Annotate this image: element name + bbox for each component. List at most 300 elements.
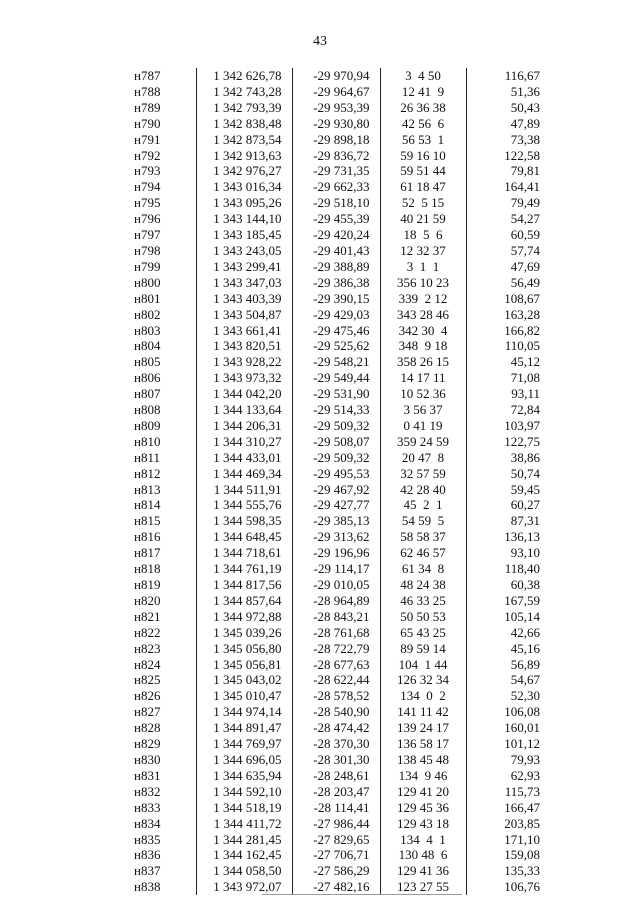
x-coordinate-cell: 1 342 626,78 [196, 68, 292, 84]
direction-angle-cell [380, 736, 466, 752]
point-id-cell: н802 [128, 307, 196, 323]
y-coordinate-cell: -28 540,90 [292, 704, 380, 720]
distance-cell: 164,41 [504, 179, 540, 195]
y-coordinate-cell: -29 313,62 [292, 529, 380, 545]
point-id-cell: н821 [128, 609, 196, 625]
x-coordinate-cell: 1 343 403,39 [196, 291, 292, 307]
distance-cell: 45,12 [510, 354, 540, 370]
table-row [128, 291, 548, 307]
direction-angle-text: 141 11 42 [397, 704, 449, 720]
table-row [128, 338, 548, 354]
point-id-cell: н788 [128, 84, 196, 100]
y-coordinate-cell: -29 385,13 [292, 513, 380, 529]
distance-cell: 79,93 [510, 751, 540, 767]
table-row [128, 275, 548, 291]
table-row [128, 720, 548, 736]
direction-angle-text: 26 36 38 [400, 99, 446, 115]
table-row [128, 561, 548, 577]
direction-angle-cell [380, 132, 466, 148]
direction-angle-text: 134 4 1 [400, 831, 446, 847]
y-coordinate-cell: -27 586,29 [292, 863, 380, 879]
x-coordinate-cell: 1 343 972,07 [196, 879, 292, 895]
point-id-cell: н834 [128, 816, 196, 832]
direction-angle-text: 54 59 5 [401, 513, 445, 529]
direction-angle-text: 356 10 23 [397, 274, 449, 290]
direction-angle-text: 359 24 59 [397, 433, 449, 449]
y-coordinate-cell: -29 531,90 [292, 386, 380, 402]
x-coordinate-cell: 1 344 411,72 [196, 816, 292, 832]
table-row [128, 243, 548, 259]
direction-angle-cell [380, 179, 466, 195]
y-coordinate-cell: -29 455,39 [292, 211, 380, 227]
point-id-cell: н791 [128, 132, 196, 148]
distance-cell: 93,10 [510, 545, 540, 561]
coordinates-table-container [128, 68, 548, 895]
direction-angle-cell [380, 800, 466, 816]
point-id-cell: н817 [128, 545, 196, 561]
direction-angle-text: 358 26 15 [397, 354, 449, 370]
direction-angle-cell [380, 768, 466, 784]
point-id-cell: н812 [128, 466, 196, 482]
point-id-cell: н808 [128, 402, 196, 418]
x-coordinate-cell: 1 344 310,27 [196, 434, 292, 450]
x-coordinate-cell: 1 344 042,20 [196, 386, 292, 402]
direction-angle-text: 129 45 36 [397, 799, 449, 815]
point-id-cell: н796 [128, 211, 196, 227]
direction-angle-cell [380, 816, 466, 832]
direction-angle-text: 56 53 1 [401, 131, 445, 147]
point-id-cell: н816 [128, 529, 196, 545]
point-id-cell: н822 [128, 625, 196, 641]
direction-angle-cell [380, 68, 466, 84]
x-coordinate-cell: 1 344 974,14 [196, 704, 292, 720]
point-id-cell: н800 [128, 275, 196, 291]
table-row [128, 227, 548, 243]
direction-angle-cell [380, 625, 466, 641]
table-row [128, 259, 548, 275]
point-id-cell: н838 [128, 879, 196, 895]
distance-cell: 160,01 [504, 720, 540, 736]
table-row [128, 450, 548, 466]
x-coordinate-cell: 1 344 206,31 [196, 418, 292, 434]
direction-angle-cell [380, 720, 466, 736]
distance-cell: 50,74 [510, 465, 540, 481]
table-row [128, 847, 548, 863]
table-row [128, 832, 548, 848]
distance-cell: 72,84 [510, 402, 540, 418]
x-coordinate-cell: 1 343 820,51 [196, 338, 292, 354]
point-id-cell: н813 [128, 482, 196, 498]
y-coordinate-cell: -27 986,44 [292, 816, 380, 832]
point-id-cell: н827 [128, 704, 196, 720]
distance-cell: 103,97 [504, 417, 540, 433]
direction-angle-cell [380, 561, 466, 577]
point-id-cell: н833 [128, 800, 196, 816]
table-row [128, 672, 548, 688]
distance-cell: 51,36 [510, 83, 540, 99]
direction-angle-cell [380, 227, 466, 243]
x-coordinate-cell: 1 343 504,87 [196, 307, 292, 323]
table-row [128, 768, 548, 784]
distance-cell: 59,45 [510, 481, 540, 497]
direction-angle-text: 52 5 15 [401, 195, 445, 211]
x-coordinate-cell: 1 344 635,94 [196, 768, 292, 784]
distance-cell: 108,67 [504, 290, 540, 306]
y-coordinate-cell: -28 677,63 [292, 657, 380, 673]
direction-angle-text: 3 4 50 [405, 68, 441, 83]
direction-angle-cell [380, 148, 466, 164]
table-row [128, 752, 548, 768]
x-coordinate-cell: 1 345 056,81 [196, 657, 292, 673]
point-id-cell: н825 [128, 672, 196, 688]
table-row [128, 84, 548, 100]
y-coordinate-cell: -28 114,41 [292, 800, 380, 816]
distance-cell: 110,05 [504, 338, 540, 354]
distance-cell: 45,16 [510, 640, 540, 656]
distance-cell: 47,69 [510, 258, 540, 274]
x-coordinate-cell: 1 345 010,47 [196, 688, 292, 704]
table-row [128, 513, 548, 529]
table-row [128, 641, 548, 657]
direction-angle-text: 123 27 55 [397, 879, 449, 895]
direction-angle-text: 136 58 17 [397, 736, 449, 752]
point-id-cell: н806 [128, 370, 196, 386]
direction-angle-cell [380, 593, 466, 609]
distance-cell: 159,08 [504, 847, 540, 863]
x-coordinate-cell: 1 342 793,39 [196, 100, 292, 116]
direction-angle-text: 134 0 2 [400, 688, 446, 704]
y-coordinate-cell: -29 548,21 [292, 354, 380, 370]
x-coordinate-cell: 1 343 144,10 [196, 211, 292, 227]
y-coordinate-cell: -28 722,79 [292, 641, 380, 657]
x-coordinate-cell: 1 344 058,50 [196, 863, 292, 879]
x-coordinate-cell: 1 343 299,41 [196, 259, 292, 275]
distance-cell: 136,13 [504, 529, 540, 545]
x-coordinate-cell: 1 342 913,63 [196, 148, 292, 164]
direction-angle-text: 20 47 8 [401, 449, 445, 465]
direction-angle-text: 50 50 53 [400, 608, 446, 624]
direction-angle-text: 3 1 1 [406, 258, 440, 274]
table-row [128, 100, 548, 116]
point-id-cell: н807 [128, 386, 196, 402]
table-row [128, 816, 548, 832]
direction-angle-cell [380, 752, 466, 768]
point-id-cell: н792 [128, 148, 196, 164]
table-row [128, 370, 548, 386]
x-coordinate-cell: 1 344 817,56 [196, 577, 292, 593]
direction-angle-cell [380, 386, 466, 402]
table-row [128, 434, 548, 450]
y-coordinate-cell: -29 509,32 [292, 450, 380, 466]
y-coordinate-cell: -28 622,44 [292, 672, 380, 688]
x-coordinate-cell: 1 345 039,26 [196, 625, 292, 641]
y-coordinate-cell: -29 495,53 [292, 466, 380, 482]
x-coordinate-cell: 1 343 243,05 [196, 243, 292, 259]
point-id-cell: н829 [128, 736, 196, 752]
distance-cell: 118,40 [504, 561, 540, 577]
point-id-cell: н803 [128, 323, 196, 339]
point-id-cell: н830 [128, 752, 196, 768]
x-coordinate-cell: 1 345 056,80 [196, 641, 292, 657]
x-coordinate-cell: 1 344 433,01 [196, 450, 292, 466]
direction-angle-cell [380, 832, 466, 848]
point-id-cell: н799 [128, 259, 196, 275]
point-id-cell: н794 [128, 179, 196, 195]
table-row [128, 402, 548, 418]
direction-angle-text: 126 32 34 [397, 672, 449, 688]
table-row [128, 593, 548, 609]
direction-angle-cell [380, 116, 466, 132]
x-coordinate-cell: 1 344 133,64 [196, 402, 292, 418]
distance-cell: 60,27 [510, 497, 540, 513]
y-coordinate-cell: -29 508,07 [292, 434, 380, 450]
y-coordinate-cell: -29 427,77 [292, 497, 380, 513]
x-coordinate-cell: 1 343 928,22 [196, 354, 292, 370]
y-coordinate-cell: -29 390,15 [292, 291, 380, 307]
x-coordinate-cell: 1 342 976,27 [196, 163, 292, 179]
table-row [128, 529, 548, 545]
distance-cell: 203,85 [504, 815, 540, 831]
y-coordinate-cell: -27 706,71 [292, 847, 380, 863]
y-coordinate-cell: -29 388,89 [292, 259, 380, 275]
x-coordinate-cell: 1 343 661,41 [196, 323, 292, 339]
direction-angle-text: 62 46 57 [400, 545, 446, 561]
point-id-cell: н824 [128, 657, 196, 673]
distance-cell: 163,28 [504, 306, 540, 322]
direction-angle-cell [380, 434, 466, 450]
table-row [128, 784, 548, 800]
point-id-cell: н809 [128, 418, 196, 434]
point-id-cell: н826 [128, 688, 196, 704]
x-coordinate-cell: 1 344 718,61 [196, 545, 292, 561]
direction-angle-cell [380, 338, 466, 354]
direction-angle-text: 129 43 18 [397, 815, 449, 831]
x-coordinate-cell: 1 344 696,05 [196, 752, 292, 768]
distance-cell: 122,75 [504, 433, 540, 449]
direction-angle-text: 18 5 6 [403, 227, 443, 243]
x-coordinate-cell: 1 344 511,91 [196, 482, 292, 498]
point-id-cell: н787 [128, 68, 196, 84]
direction-angle-text: 42 56 6 [401, 115, 445, 131]
x-coordinate-cell: 1 344 592,10 [196, 784, 292, 800]
distance-cell: 106,76 [504, 879, 540, 895]
y-coordinate-cell: -29 420,24 [292, 227, 380, 243]
direction-angle-cell [380, 275, 466, 291]
x-coordinate-cell: 1 342 743,28 [196, 84, 292, 100]
direction-angle-cell [380, 163, 466, 179]
point-id-cell: н819 [128, 577, 196, 593]
direction-angle-text: 61 18 47 [400, 179, 446, 195]
direction-angle-text: 89 59 14 [400, 640, 446, 656]
direction-angle-text: 3 56 37 [403, 402, 443, 418]
y-coordinate-cell: -29 386,38 [292, 275, 380, 291]
distance-cell: 62,93 [510, 767, 540, 783]
direction-angle-text: 139 24 17 [397, 720, 449, 736]
direction-angle-text: 342 30 4 [398, 322, 448, 338]
y-coordinate-cell: -27 482,16 [292, 879, 380, 895]
distance-cell: 167,59 [504, 592, 540, 608]
y-coordinate-cell: -28 248,61 [292, 768, 380, 784]
y-coordinate-cell: -28 474,42 [292, 720, 380, 736]
y-coordinate-cell: -29 010,05 [292, 577, 380, 593]
direction-angle-cell [380, 466, 466, 482]
point-id-cell: н835 [128, 832, 196, 848]
point-id-cell: н815 [128, 513, 196, 529]
direction-angle-cell [380, 418, 466, 434]
page-number: 43 [313, 34, 327, 49]
distance-cell: 71,08 [510, 370, 540, 386]
point-id-cell: н818 [128, 561, 196, 577]
point-id-cell: н837 [128, 863, 196, 879]
point-id-cell: н798 [128, 243, 196, 259]
distance-cell: 106,08 [504, 704, 540, 720]
point-id-cell: н831 [128, 768, 196, 784]
y-coordinate-cell: -29 964,67 [292, 84, 380, 100]
direction-angle-text: 46 33 25 [400, 592, 446, 608]
distance-cell: 60,38 [510, 577, 540, 592]
point-id-cell: н836 [128, 847, 196, 863]
y-coordinate-cell: -29 731,35 [292, 163, 380, 179]
distance-cell: 56,89 [510, 656, 540, 672]
x-coordinate-cell: 1 344 281,45 [196, 832, 292, 848]
distance-cell: 56,49 [510, 274, 540, 290]
x-coordinate-cell: 1 344 857,64 [196, 593, 292, 609]
point-id-cell: н801 [128, 291, 196, 307]
distance-cell: 93,11 [511, 386, 540, 402]
direction-angle-text: 0 41 19 [403, 417, 443, 433]
table-row [128, 323, 548, 339]
page-bottom-rule [262, 894, 462, 895]
x-coordinate-cell: 1 343 095,26 [196, 195, 292, 211]
y-coordinate-cell: -28 964,89 [292, 593, 380, 609]
direction-angle-text: 129 41 36 [397, 863, 449, 879]
x-coordinate-cell: 1 344 162,45 [196, 847, 292, 863]
direction-angle-text: 42 28 40 [400, 481, 446, 497]
table-row [128, 211, 548, 227]
direction-angle-text: 32 57 59 [400, 465, 446, 481]
direction-angle-text: 104 1 44 [398, 656, 448, 672]
direction-angle-cell [380, 323, 466, 339]
y-coordinate-cell: -29 662,33 [292, 179, 380, 195]
y-coordinate-cell: -29 970,94 [292, 68, 380, 84]
coordinates-table-body [128, 68, 548, 895]
table-row [128, 179, 548, 195]
distance-cell: 42,66 [510, 624, 540, 640]
direction-angle-text: 14 17 11 [400, 370, 446, 386]
direction-angle-text: 45 2 1 [403, 497, 443, 513]
x-coordinate-cell: 1 343 185,45 [196, 227, 292, 243]
x-coordinate-cell: 1 343 347,03 [196, 275, 292, 291]
x-coordinate-cell: 1 344 891,47 [196, 720, 292, 736]
table-row [128, 704, 548, 720]
x-coordinate-cell: 1 342 873,54 [196, 132, 292, 148]
direction-angle-text: 65 43 25 [400, 624, 446, 640]
table-row [128, 307, 548, 323]
x-coordinate-cell: 1 344 469,34 [196, 466, 292, 482]
point-id-cell: н814 [128, 497, 196, 513]
table-row [128, 148, 548, 164]
direction-angle-text: 58 58 37 [400, 529, 446, 545]
table-row [128, 800, 548, 816]
distance-cell: 57,74 [510, 242, 540, 258]
distance-cell: 115,73 [504, 783, 540, 799]
y-coordinate-cell: -29 401,43 [292, 243, 380, 259]
direction-angle-text: 343 28 46 [397, 306, 449, 322]
direction-angle-text: 10 52 36 [400, 386, 446, 402]
table-row [128, 879, 548, 895]
direction-angle-cell [380, 513, 466, 529]
distance-cell: 166,82 [504, 322, 540, 338]
table-row [128, 625, 548, 641]
table-row [128, 736, 548, 752]
direction-angle-cell [380, 529, 466, 545]
table-row [128, 116, 548, 132]
direction-angle-cell [380, 688, 466, 704]
y-coordinate-cell: -28 370,30 [292, 736, 380, 752]
direction-angle-cell [380, 195, 466, 211]
y-coordinate-cell: -28 301,30 [292, 752, 380, 768]
x-coordinate-cell: 1 344 518,19 [196, 800, 292, 816]
direction-angle-cell [380, 497, 466, 513]
direction-angle-cell [380, 704, 466, 720]
table-row [128, 466, 548, 482]
y-coordinate-cell: -28 761,68 [292, 625, 380, 641]
table-row [128, 132, 548, 148]
table-row [128, 497, 548, 513]
direction-angle-cell [380, 243, 466, 259]
direction-angle-text: 348 9 18 [398, 338, 448, 354]
direction-angle-text: 12 32 37 [400, 242, 446, 258]
x-coordinate-cell: 1 342 838,48 [196, 116, 292, 132]
distance-cell: 50,43 [510, 99, 540, 115]
y-coordinate-cell: -28 578,52 [292, 688, 380, 704]
coordinates-table [128, 68, 548, 895]
distance-cell: 38,86 [510, 449, 540, 465]
y-coordinate-cell: -29 467,92 [292, 482, 380, 498]
y-coordinate-cell: -28 843,21 [292, 609, 380, 625]
direction-angle-text: 48 24 38 [400, 577, 446, 592]
point-id-cell: н820 [128, 593, 196, 609]
distance-cell: 116,67 [504, 68, 540, 83]
x-coordinate-cell: 1 344 648,45 [196, 529, 292, 545]
point-id-cell: н811 [128, 450, 196, 466]
direction-angle-cell [380, 450, 466, 466]
direction-angle-cell [380, 84, 466, 100]
direction-angle-text: 138 45 48 [397, 751, 449, 767]
distance-cell: 79,81 [510, 163, 540, 179]
direction-angle-cell [380, 482, 466, 498]
direction-angle-cell [380, 609, 466, 625]
direction-angle-cell [380, 402, 466, 418]
distance-cell: 60,59 [510, 227, 540, 243]
y-coordinate-cell: -29 429,03 [292, 307, 380, 323]
point-id-cell: н832 [128, 784, 196, 800]
y-coordinate-cell: -29 518,10 [292, 195, 380, 211]
direction-angle-cell [380, 577, 466, 593]
direction-angle-cell [380, 307, 466, 323]
table-row [128, 657, 548, 673]
x-coordinate-cell: 1 344 761,19 [196, 561, 292, 577]
table-row [128, 482, 548, 498]
direction-angle-text: 339 2 12 [398, 290, 448, 306]
direction-angle-cell [380, 879, 466, 895]
point-id-cell: н797 [128, 227, 196, 243]
distance-cell: 73,38 [510, 131, 540, 147]
distance-cell: 135,33 [504, 863, 540, 879]
y-coordinate-cell: -29 525,62 [292, 338, 380, 354]
direction-angle-cell [380, 657, 466, 673]
direction-angle-text: 59 16 10 [400, 147, 446, 163]
